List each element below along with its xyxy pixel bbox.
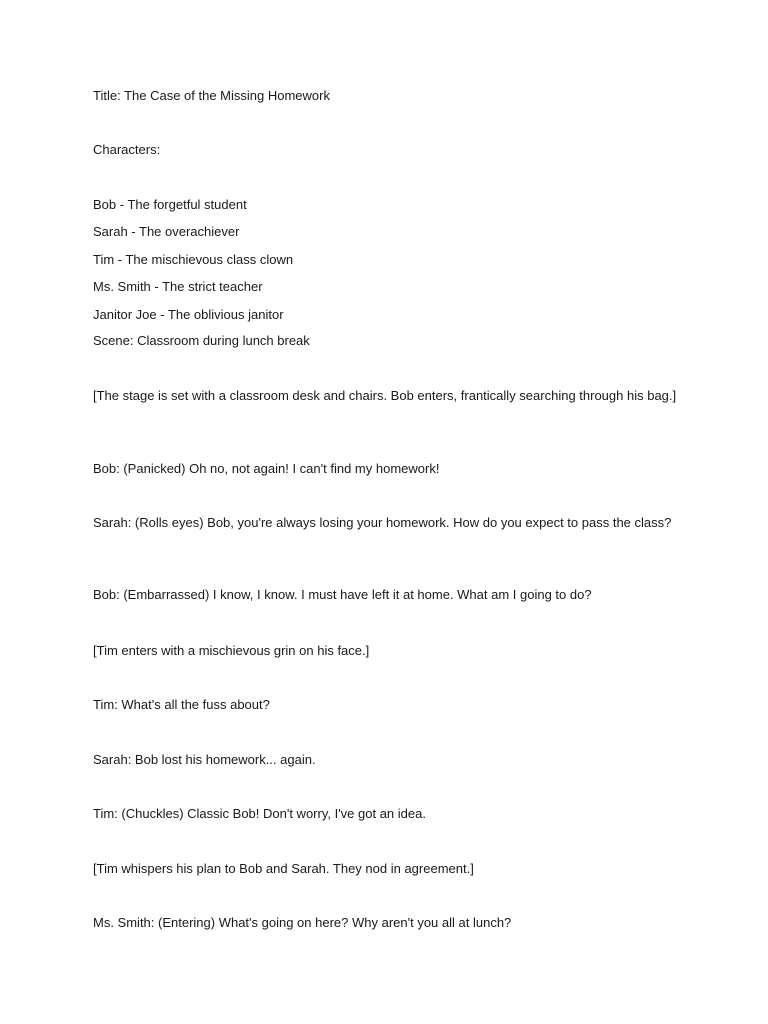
character-item: Tim - The mischievous class clown [93,252,294,267]
dialogue-line: Tim: (Chuckles) Classic Bob! Don't worry, I've got an idea. [93,806,426,821]
stage-direction: [Tim enters with a mischievous grin on his face.] [93,643,370,658]
characters-heading: Characters: [93,142,161,157]
title-line: Title: The Case of the Missing Homework [93,88,330,103]
character-item: Sarah - The overachiever [93,224,240,239]
dialogue-line: Bob: (Panicked) Oh no, not again! I can't find my homework! [93,461,440,476]
dialogue-line: Sarah: (Rolls eyes) Bob, you're always losing your homework. How do you expect to pass the class? [93,515,672,530]
dialogue-line: Ms. Smith: (Entering) What's going on here? Why aren't you all at lunch? [93,915,512,930]
stage-direction: [Tim whispers his plan to Bob and Sarah. They nod in agreement.] [93,861,474,876]
character-item: Janitor Joe - The oblivious janitor [93,307,284,322]
dialogue-line: Sarah: Bob lost his homework... again. [93,752,316,767]
dialogue-line: Bob: (Embarrassed) I know, I know. I must have left it at home. What am I going to do? [93,587,592,602]
document-page [93,0,678,1024]
scene-line: Scene: Classroom during lunch break [93,333,310,348]
character-item: Bob - The forgetful student [93,197,247,212]
stage-direction: [The stage is set with a classroom desk and chairs. Bob enters, frantically searching through his bag.] [93,388,677,403]
character-item: Ms. Smith - The strict teacher [93,279,263,294]
dialogue-line: Tim: What's all the fuss about? [93,697,270,712]
